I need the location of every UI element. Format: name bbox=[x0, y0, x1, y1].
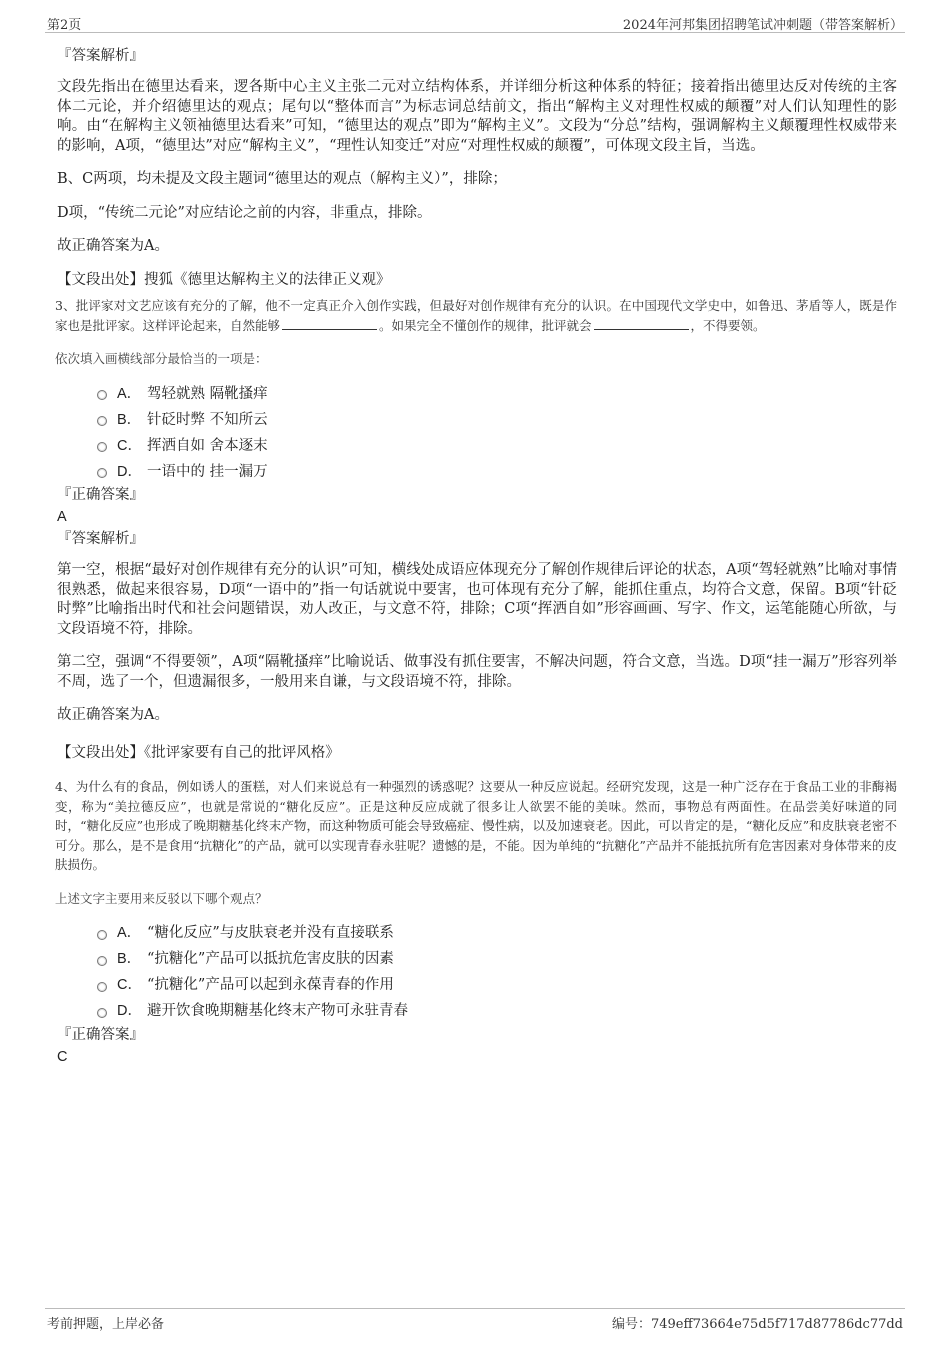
analysis-paragraph: 第二空，强调“不得要领”，A项“隔靴搔痒”比喻说话、做事没有抓住要害，不解决问题，符合文意，当选。D项“挂一漏万”形容列举不周，选了一个，但遗漏很多，一般用来自谦，与文段语境不符，排除。 bbox=[57, 654, 897, 690]
option-list bbox=[97, 379, 897, 483]
document-code: 编号：749eff73664e75d5f717d87786dc77dd bbox=[611, 1317, 903, 1332]
correct-answer-title: 『正确答案』 bbox=[57, 487, 144, 503]
analysis-paragraph: 文段先指出在德里达看来，逻各斯中心主义主张二元对立结构体系，并详细分析这种体系的特征；接着指出德里达反对传统的主客体二元论，并介绍德里达的观点；尾句以“整体而言”为标志词总结前文，指出“解构主义对理性权威的颠覆”对人们认知理性的影响。由“在解构主义领袖德里达看来”可知，“德里达的观点”即为“解构主义”。文段为“分总”结构，强调解构主义颠覆理性权威带来的影响，A项，“德里达”对应“解构主义”，“理性认知变迁”对应“对理性权威的颠覆”，可体现文段主旨，当选。 bbox=[57, 79, 897, 154]
page-header bbox=[45, 12, 905, 33]
source-citation: 【文段出处】搜狐《德里达解构主义的法律正义观》 bbox=[57, 271, 391, 288]
analysis-conclusion: 故正确答案为A。 bbox=[57, 238, 169, 254]
analysis-paragraph: 第一空，根据“最好对创作规律有充分的认识”可知，横线处成语应体现充分了解创作规律后评论的状态，A项“驾轻就熟”比喻对事情很熟悉，做起来很容易，D项“一语中的”指一句话就说中要害，也可体现有充分了解，能抓住重点，均符合文意，保留。B项“针砭时弊”比喻指出时代和社会问题错误，劝人改正，与文意不符，排除；C项“挥洒自如”形容画画、写字、作文，运笔能随心所欲，与文段语境不符，排除。 bbox=[57, 562, 897, 637]
option-b[interactable]: B． “抗糖化”产品可以抵抗危害皮肤的因素 bbox=[97, 945, 897, 971]
document-title: 2024年河邦集团招聘笔试冲刺题（带答案解析） bbox=[622, 18, 903, 33]
option-d[interactable]: D． 一语中的 挂一漏万 bbox=[97, 457, 897, 483]
analysis-title: 『答案解析』 bbox=[57, 531, 144, 547]
radio-icon[interactable] bbox=[97, 442, 107, 452]
radio-icon[interactable] bbox=[97, 1008, 107, 1018]
radio-icon[interactable] bbox=[97, 982, 107, 992]
radio-icon[interactable] bbox=[97, 956, 107, 966]
fill-blank bbox=[594, 317, 689, 330]
radio-icon[interactable] bbox=[97, 930, 107, 940]
question-stem: 3、批评家对文艺应该有充分的了解，他不一定真正介入创作实践，但最好对创作规律有充分的认识。在中国现代文学史中，如鲁迅、茅盾等人，既是作家也是批评家。这样评论起来，自然能够 。如果完全不懂创作的规律，批评就会 ，不得要领。 bbox=[55, 298, 897, 333]
option-b[interactable]: B． 针砭时弊 不知所云 bbox=[97, 405, 897, 431]
analysis-paragraph: D项，“传统二元论”对应结论之前的内容，非重点，排除。 bbox=[57, 204, 432, 221]
radio-icon[interactable] bbox=[97, 390, 107, 400]
fill-blank bbox=[282, 317, 377, 330]
source-citation: 【文段出处】《批评家要有自己的批评风格》 bbox=[57, 744, 340, 761]
option-d[interactable]: D． 避开饮食晚期糖基化终末产物可永驻青春 bbox=[97, 997, 897, 1023]
page-number: 第2页 bbox=[47, 18, 82, 33]
page-footer bbox=[45, 1308, 905, 1332]
analysis-conclusion: 故正确答案为A。 bbox=[57, 707, 169, 723]
correct-answer: A bbox=[57, 509, 67, 525]
option-c[interactable]: C． “抗糖化”产品可以起到永葆青春的作用 bbox=[97, 971, 897, 997]
correct-answer: C bbox=[57, 1048, 68, 1065]
radio-icon[interactable] bbox=[97, 468, 107, 478]
footer-slogan: 考前押题，上岸必备 bbox=[47, 1317, 165, 1332]
correct-answer-title: 『正确答案』 bbox=[57, 1026, 144, 1043]
radio-icon[interactable] bbox=[97, 416, 107, 426]
option-a[interactable]: A． 驾轻就熟 隔靴搔痒 bbox=[97, 379, 897, 405]
question-prompt: 依次填入画横线部分最恰当的一项是： bbox=[55, 351, 268, 366]
analysis-title: 『答案解析』 bbox=[57, 48, 144, 64]
option-list bbox=[97, 919, 897, 1023]
question-prompt: 上述文字主要用来反驳以下哪个观点？ bbox=[55, 890, 268, 906]
question-stem: 4、为什么有的食品，例如诱人的蛋糕，对人们来说总有一种强烈的诱惑呢？这要从一种反应说起。经研究发现，这是一种广泛存在于食品工业的非酶褐变，称为“美拉德反应”，也就是常说的“糖化反应”。正是这种反应成就了很多让人欲罢不能的美味。然而，事物总有两面性。在品尝美好味道的同时，“糖化反应”也形成了晚期糖基化终末产物，而这种物质可能会导致癌症、慢性病，以及加速衰老。因此，可以肯定的是，“糖化反应”和皮肤衰老密不可分。那么，是不是食用“抗糖化”的产品，就可以实现青春永驻呢？遗憾的是，不能。因为单纯的“抗糖化”产品并不能抵抗所有危害因素对身体带来的皮肤损伤。 bbox=[55, 779, 897, 872]
option-c[interactable]: C． 挥洒自如 舍本逐末 bbox=[97, 431, 897, 457]
page-content bbox=[55, 44, 897, 1067]
analysis-paragraph: B、C两项，均未提及文段主题词“德里达的观点（解构主义）”，排除； bbox=[57, 171, 507, 187]
option-a[interactable]: A． “糖化反应”与皮肤衰老并没有直接联系 bbox=[97, 919, 897, 945]
